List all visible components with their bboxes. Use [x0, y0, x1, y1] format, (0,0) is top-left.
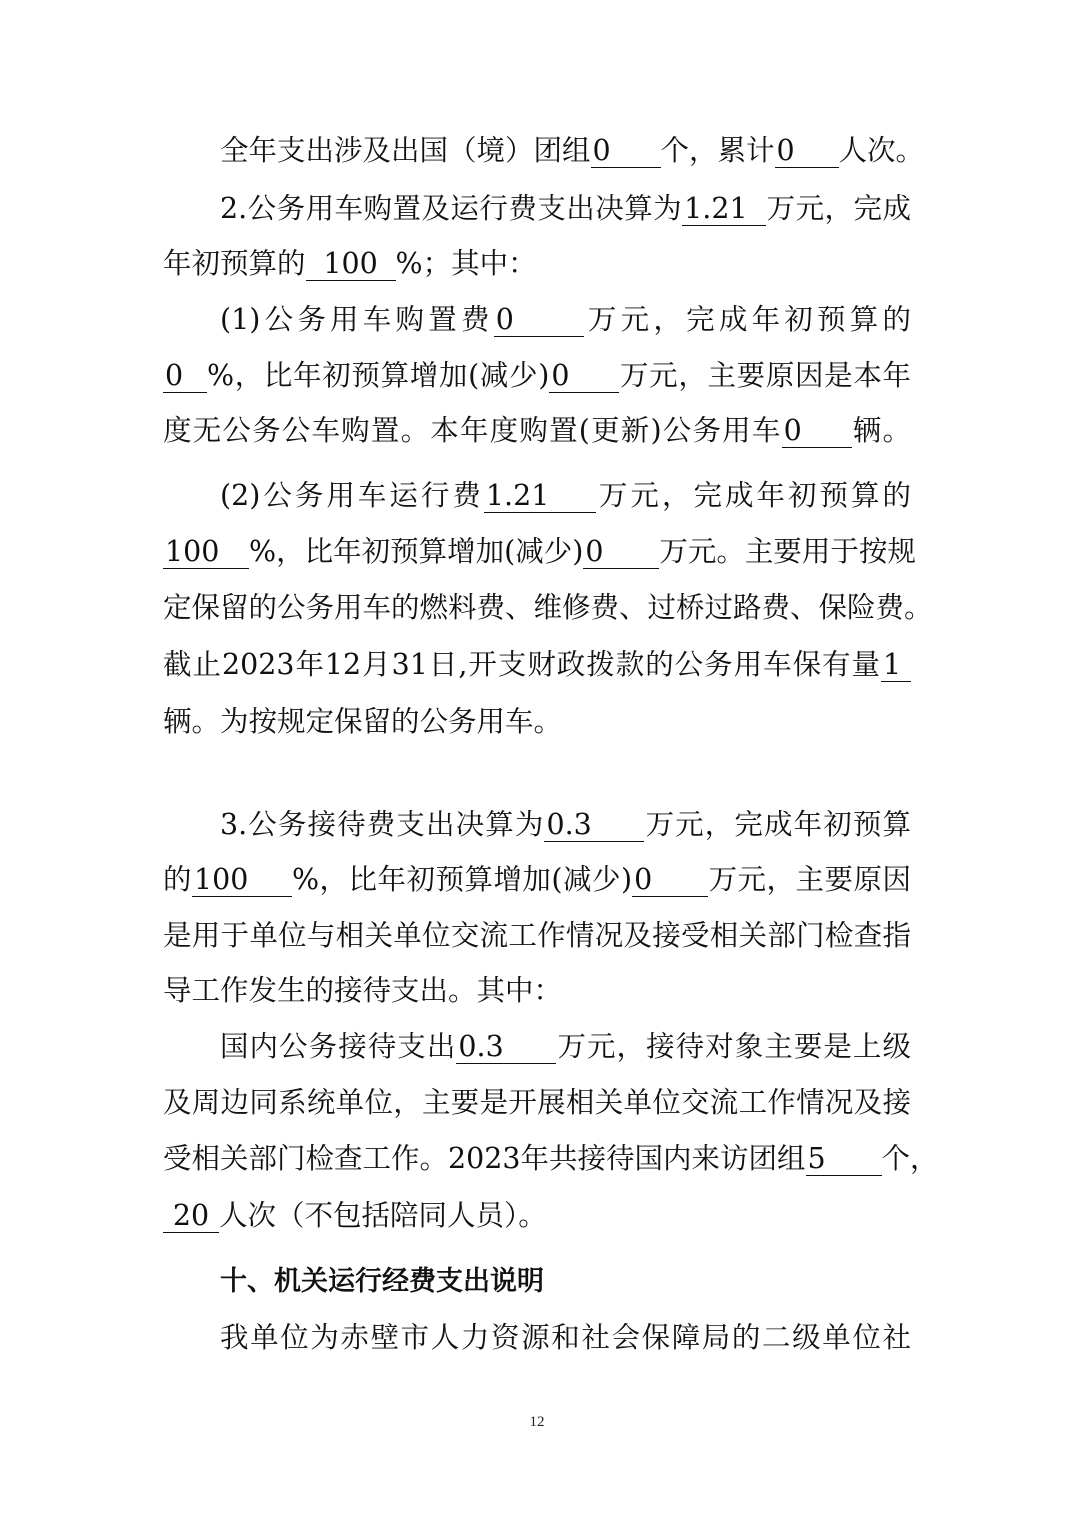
blank-value: 0: [583, 536, 659, 569]
paragraph-line: 定保留的公务用车的燃料费、维修费、过桥过路费、保险费。: [163, 591, 933, 624]
paragraph-line: 的100 %，比年初预算增加(减少)0 万元，主要原因: [163, 863, 911, 896]
blank-value: 1.21: [484, 480, 596, 513]
blank-value: 0: [163, 360, 207, 393]
blank-value: 0: [591, 135, 661, 168]
paragraph-line: 20 人次（不包括陪同人员）。: [163, 1196, 911, 1236]
blank-value: 1.21: [682, 193, 766, 226]
paragraph-line: 年初预算的 100 %；其中：: [163, 247, 537, 280]
paragraph-line: 0 %，比年初预算增加(减少)0 万元，主要原因是本年: [165, 359, 911, 392]
blank-value: 0: [632, 864, 708, 897]
paragraph-line: (2)公务用车运行费1.21 万元，完成年初预算的: [220, 479, 911, 512]
blank-value: 100: [192, 864, 292, 897]
paragraph-line: 国内公务接待支出0.3 万元，接待对象主要是上级: [220, 1030, 911, 1063]
blank-value: 5: [806, 1143, 882, 1176]
paragraph-line: 是用于单位与相关单位交流工作情况及接受相关部门检查指: [163, 919, 911, 952]
blank-value: 1: [881, 649, 911, 682]
paragraph-line: 及周边同系统单位，主要是开展相关单位交流工作情况及接: [163, 1086, 911, 1119]
blank-value: 0: [775, 135, 839, 168]
paragraph-line: 截止2023年12月31日,开支财政拨款的公务用车保有量1: [163, 645, 911, 685]
blank-value: 0: [549, 360, 619, 393]
paragraph-line: 3.公务接待费支出决算为0.3 万元，完成年初预算: [220, 808, 911, 841]
blank-value: 0.3: [544, 809, 644, 842]
paragraph-line: 导工作发生的接待支出。其中：: [163, 974, 563, 1007]
blank-value: 20: [163, 1200, 219, 1233]
paragraph-line: 度无公务公车购置。本年度购置(更新)公务用车0 辆。: [163, 414, 911, 447]
paragraph-line: 100 %，比年初预算增加(减少)0 万元。主要用于按规: [165, 535, 916, 568]
paragraph-line: 受相关部门检查工作。2023年共接待国内来访团组5 个，: [163, 1142, 939, 1175]
paragraph-line: 我单位为赤壁市人力资源和社会保障局的二级单位社: [220, 1321, 911, 1354]
blank-value: 0: [494, 304, 584, 337]
paragraph-line: 全年支出涉及出国（境）团组0 个，累计0 人次。: [220, 134, 925, 167]
blank-value: 0: [782, 415, 852, 448]
blank-value: 100: [306, 248, 396, 281]
page-number: 12: [529, 1414, 545, 1430]
section-heading: 十、机关运行经费支出说明: [220, 1266, 544, 1297]
paragraph-line: 辆。为按规定保留的公务用车。: [163, 705, 563, 738]
blank-value: 100: [163, 536, 249, 569]
blank-value: 0.3: [456, 1031, 556, 1064]
paragraph-line: (1)公务用车购置费0 万元，完成年初预算的: [220, 303, 911, 336]
paragraph-line: 2.公务用车购置及运行费支出决算为1.21 万元，完成: [220, 192, 911, 225]
